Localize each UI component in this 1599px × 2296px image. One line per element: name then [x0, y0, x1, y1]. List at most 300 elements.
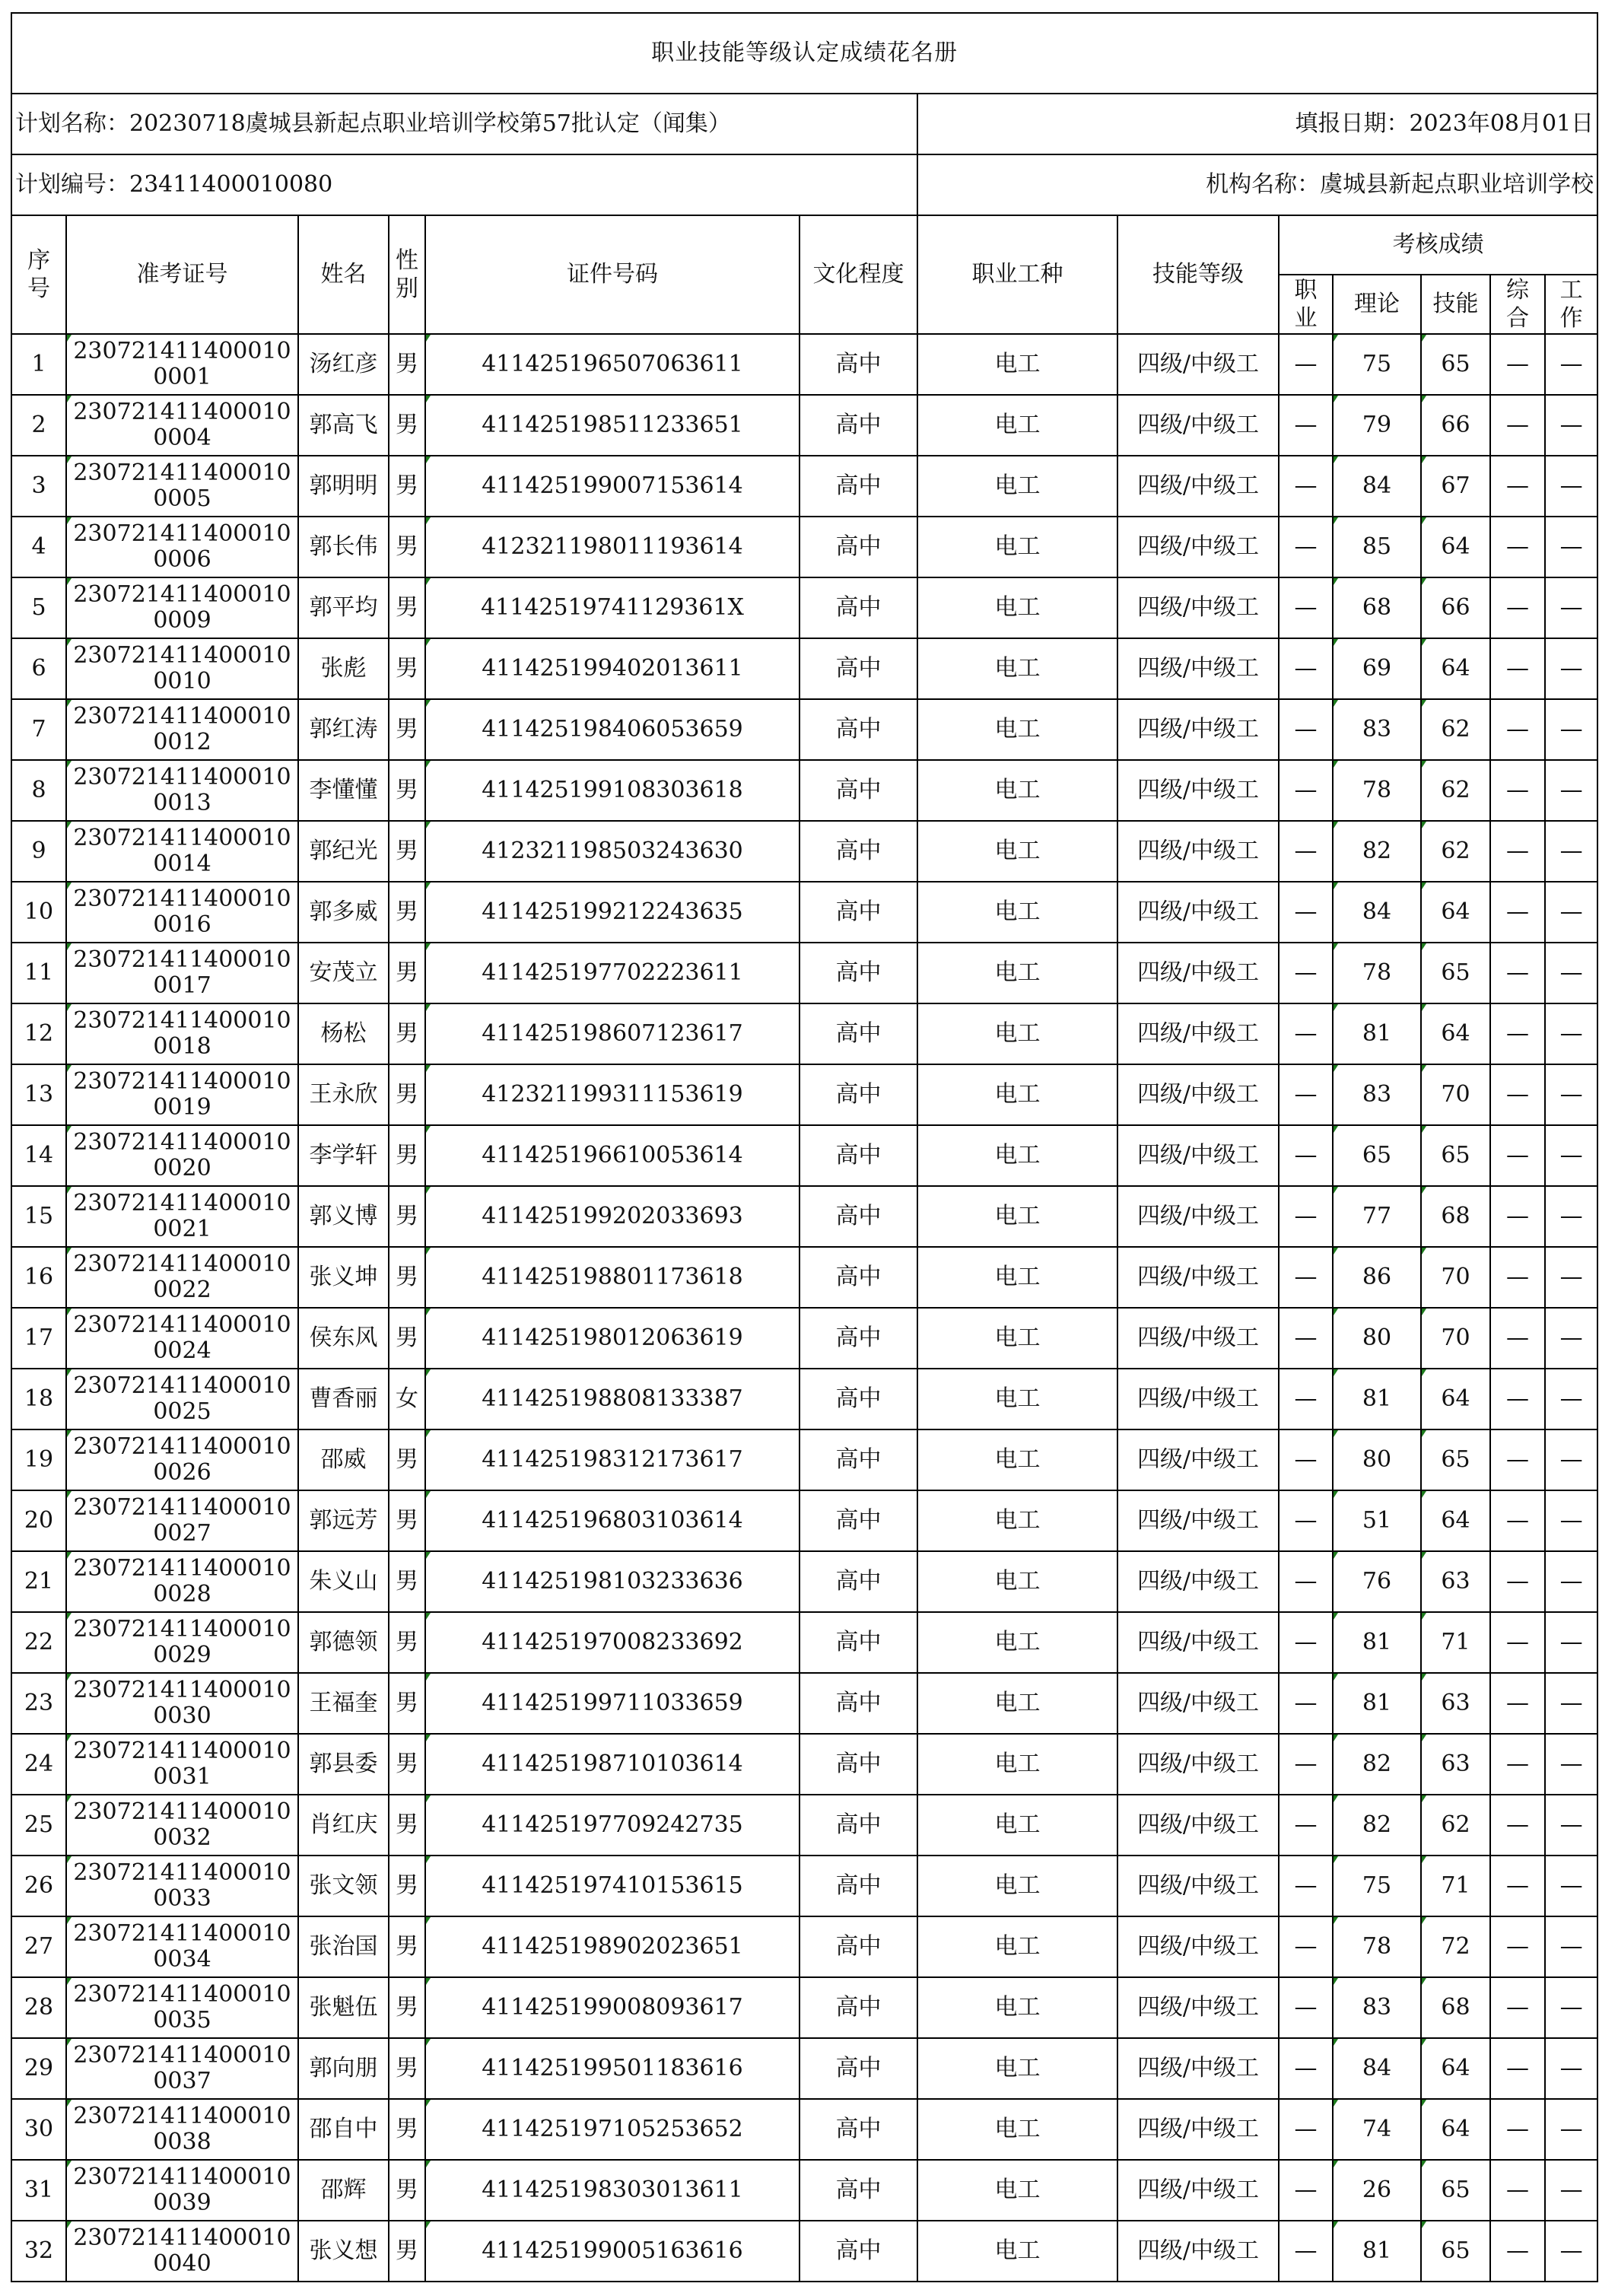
cell-id-no: 411425197709242735: [425, 1795, 800, 1856]
cell-gender: 男: [389, 1003, 425, 1064]
cell-id-no: 411425199005163616: [425, 2221, 800, 2282]
header-score-comprehensive-label: 综合: [1506, 276, 1529, 332]
table-row: [11, 1064, 1597, 1125]
cell-seq: 29: [11, 2038, 66, 2099]
cell-score-work: —: [1545, 2099, 1597, 2160]
cell-seq: 1: [11, 334, 66, 395]
cell-occupation: 电工: [917, 1125, 1117, 1186]
cell-score-occupational: —: [1279, 456, 1333, 517]
cell-exam-no: 2307214114000100001: [66, 334, 298, 395]
cell-score-comprehensive: —: [1490, 1003, 1545, 1064]
cell-id-no: 411425198303013611: [425, 2160, 800, 2221]
cell-score-comprehensive: —: [1490, 334, 1545, 395]
cell-score-comprehensive: —: [1490, 1490, 1545, 1551]
table-row: [11, 1003, 1597, 1064]
table-row: [11, 2099, 1597, 2160]
cell-education: 高中: [800, 2221, 917, 2282]
cell-occupation: 电工: [917, 456, 1117, 517]
cell-skill-level: 四级/中级工: [1117, 699, 1279, 760]
cell-education: 高中: [800, 577, 917, 638]
cell-score-work: —: [1545, 1247, 1597, 1308]
cell-exam-no: 2307214114000100010: [66, 638, 298, 699]
cell-gender: 男: [389, 1186, 425, 1247]
cell-name: 安茂立: [298, 943, 389, 1003]
cell-exam-no: 2307214114000100006: [66, 517, 298, 577]
cell-education: 高中: [800, 1125, 917, 1186]
cell-seq: 18: [11, 1369, 66, 1429]
cell-education: 高中: [800, 456, 917, 517]
cell-id-no: 411425198406053659: [425, 699, 800, 760]
cell-score-theory: 78: [1333, 1916, 1421, 1977]
cell-seq: 12: [11, 1003, 66, 1064]
cell-gender: 男: [389, 943, 425, 1003]
cell-score-occupational: —: [1279, 1612, 1333, 1673]
score-roster-table: [11, 12, 1598, 2282]
fill-date: 填报日期：2023年08月01日: [917, 94, 1597, 154]
table-row: [11, 456, 1597, 517]
cell-score-comprehensive: —: [1490, 1551, 1545, 1612]
cell-exam-no: 2307214114000100034: [66, 1916, 298, 1977]
cell-score-skill: 62: [1421, 699, 1490, 760]
cell-education: 高中: [800, 638, 917, 699]
cell-skill-level: 四级/中级工: [1117, 1856, 1279, 1916]
cell-gender: 男: [389, 1490, 425, 1551]
cell-occupation: 电工: [917, 699, 1117, 760]
cell-occupation: 电工: [917, 1490, 1117, 1551]
cell-occupation: 电工: [917, 1369, 1117, 1429]
cell-score-comprehensive: —: [1490, 1612, 1545, 1673]
header-score-skill: 技能: [1421, 275, 1490, 334]
cell-occupation: 电工: [917, 2099, 1117, 2160]
cell-occupation: 电工: [917, 760, 1117, 821]
cell-score-work: —: [1545, 1612, 1597, 1673]
cell-seq: 17: [11, 1308, 66, 1369]
table-row: [11, 395, 1597, 456]
cell-gender: 男: [389, 1125, 425, 1186]
cell-exam-no: 2307214114000100025: [66, 1369, 298, 1429]
cell-id-no: 411425197410153615: [425, 1856, 800, 1916]
cell-score-skill: 63: [1421, 1551, 1490, 1612]
cell-gender: 男: [389, 456, 425, 517]
cell-score-skill: 72: [1421, 1916, 1490, 1977]
cell-score-occupational: —: [1279, 395, 1333, 456]
table-row: [11, 760, 1597, 821]
cell-seq: 14: [11, 1125, 66, 1186]
cell-score-skill: 66: [1421, 395, 1490, 456]
cell-score-occupational: —: [1279, 1734, 1333, 1795]
cell-occupation: 电工: [917, 1429, 1117, 1490]
cell-name: 李学轩: [298, 1125, 389, 1186]
header-score-theory: 理论: [1333, 275, 1421, 334]
cell-score-occupational: —: [1279, 1186, 1333, 1247]
cell-id-no: 411425199212243635: [425, 882, 800, 943]
cell-seq: 11: [11, 943, 66, 1003]
cell-seq: 5: [11, 577, 66, 638]
cell-gender: 男: [389, 1247, 425, 1308]
table-row: [11, 943, 1597, 1003]
cell-name: 邵辉: [298, 2160, 389, 2221]
table-row: [11, 1490, 1597, 1551]
cell-name: 张魁伍: [298, 1977, 389, 2038]
cell-name: 张义坤: [298, 1247, 389, 1308]
cell-name: 邵自中: [298, 2099, 389, 2160]
cell-score-skill: 65: [1421, 943, 1490, 1003]
cell-score-work: —: [1545, 760, 1597, 821]
cell-exam-no: 2307214114000100037: [66, 2038, 298, 2099]
cell-id-no: 411425199402013611: [425, 638, 800, 699]
cell-score-occupational: —: [1279, 2038, 1333, 2099]
cell-education: 高中: [800, 2099, 917, 2160]
cell-score-comprehensive: —: [1490, 882, 1545, 943]
cell-score-skill: 71: [1421, 1856, 1490, 1916]
cell-score-theory: 26: [1333, 2160, 1421, 2221]
cell-score-work: —: [1545, 882, 1597, 943]
cell-education: 高中: [800, 1612, 917, 1673]
cell-score-comprehensive: —: [1490, 1369, 1545, 1429]
table-row: [11, 2160, 1597, 2221]
table-row: [11, 1186, 1597, 1247]
cell-name: 郭高飞: [298, 395, 389, 456]
cell-skill-level: 四级/中级工: [1117, 1673, 1279, 1734]
institution-name: 机构名称：虞城县新起点职业培训学校: [917, 154, 1597, 215]
cell-gender: 男: [389, 2099, 425, 2160]
cell-score-occupational: —: [1279, 1125, 1333, 1186]
cell-gender: 男: [389, 821, 425, 882]
cell-score-skill: 70: [1421, 1064, 1490, 1125]
cell-id-no: 411425197105253652: [425, 2099, 800, 2160]
cell-score-occupational: —: [1279, 1916, 1333, 1977]
cell-skill-level: 四级/中级工: [1117, 1429, 1279, 1490]
table-row: [11, 1916, 1597, 1977]
cell-exam-no: 2307214114000100021: [66, 1186, 298, 1247]
cell-id-no: 411425198902023651: [425, 1916, 800, 1977]
cell-id-no: 411425199008093617: [425, 1977, 800, 2038]
cell-score-occupational: —: [1279, 334, 1333, 395]
cell-score-comprehensive: —: [1490, 395, 1545, 456]
cell-score-work: —: [1545, 1916, 1597, 1977]
cell-occupation: 电工: [917, 1795, 1117, 1856]
cell-id-no: 411425199501183616: [425, 2038, 800, 2099]
cell-score-work: —: [1545, 2160, 1597, 2221]
cell-score-comprehensive: —: [1490, 1429, 1545, 1490]
cell-exam-no: 2307214114000100027: [66, 1490, 298, 1551]
cell-score-work: —: [1545, 1003, 1597, 1064]
cell-score-work: —: [1545, 2038, 1597, 2099]
cell-education: 高中: [800, 1064, 917, 1125]
cell-seq: 4: [11, 517, 66, 577]
cell-score-work: —: [1545, 1308, 1597, 1369]
table-row: [11, 577, 1597, 638]
cell-score-skill: 70: [1421, 1247, 1490, 1308]
cell-score-comprehensive: —: [1490, 2099, 1545, 2160]
cell-name: 侯东风: [298, 1308, 389, 1369]
cell-score-comprehensive: —: [1490, 638, 1545, 699]
cell-seq: 2: [11, 395, 66, 456]
cell-name: 张治国: [298, 1916, 389, 1977]
cell-score-skill: 63: [1421, 1673, 1490, 1734]
cell-skill-level: 四级/中级工: [1117, 1247, 1279, 1308]
cell-score-work: —: [1545, 1125, 1597, 1186]
cell-exam-no: 2307214114000100009: [66, 577, 298, 638]
cell-education: 高中: [800, 821, 917, 882]
cell-name: 汤红彦: [298, 334, 389, 395]
cell-occupation: 电工: [917, 882, 1117, 943]
plan-number: 计划编号：23411400010080: [11, 154, 917, 215]
cell-exam-no: 2307214114000100022: [66, 1247, 298, 1308]
cell-score-skill: 65: [1421, 1125, 1490, 1186]
cell-occupation: 电工: [917, 1247, 1117, 1308]
cell-occupation: 电工: [917, 2038, 1117, 2099]
cell-skill-level: 四级/中级工: [1117, 1064, 1279, 1125]
cell-score-theory: 86: [1333, 1247, 1421, 1308]
cell-score-work: —: [1545, 1490, 1597, 1551]
cell-score-work: —: [1545, 334, 1597, 395]
cell-education: 高中: [800, 1429, 917, 1490]
cell-score-comprehensive: —: [1490, 2160, 1545, 2221]
cell-score-skill: 64: [1421, 638, 1490, 699]
cell-education: 高中: [800, 1551, 917, 1612]
cell-score-work: —: [1545, 456, 1597, 517]
cell-name: 郭远芳: [298, 1490, 389, 1551]
cell-score-work: —: [1545, 1795, 1597, 1856]
cell-skill-level: 四级/中级工: [1117, 2160, 1279, 2221]
table-row: [11, 1247, 1597, 1308]
cell-score-comprehensive: —: [1490, 1125, 1545, 1186]
cell-score-skill: 65: [1421, 2221, 1490, 2282]
cell-gender: 女: [389, 1369, 425, 1429]
cell-score-occupational: —: [1279, 1856, 1333, 1916]
cell-score-skill: 62: [1421, 760, 1490, 821]
cell-score-theory: 83: [1333, 1977, 1421, 2038]
cell-score-skill: 62: [1421, 1795, 1490, 1856]
table-row: [11, 1429, 1597, 1490]
cell-exam-no: 2307214114000100004: [66, 395, 298, 456]
cell-skill-level: 四级/中级工: [1117, 456, 1279, 517]
cell-score-work: —: [1545, 1186, 1597, 1247]
cell-score-occupational: —: [1279, 2099, 1333, 2160]
cell-id-no: 41142519741129361X: [425, 577, 800, 638]
table-row: [11, 1125, 1597, 1186]
cell-score-work: —: [1545, 1429, 1597, 1490]
cell-score-comprehensive: —: [1490, 1795, 1545, 1856]
cell-name: 郭长伟: [298, 517, 389, 577]
cell-score-comprehensive: —: [1490, 821, 1545, 882]
cell-exam-no: 2307214114000100039: [66, 2160, 298, 2221]
cell-occupation: 电工: [917, 577, 1117, 638]
table-row: [11, 1673, 1597, 1734]
cell-education: 高中: [800, 1856, 917, 1916]
cell-name: 杨松: [298, 1003, 389, 1064]
cell-id-no: 411425198103233636: [425, 1551, 800, 1612]
cell-score-theory: 75: [1333, 334, 1421, 395]
cell-exam-no: 2307214114000100013: [66, 760, 298, 821]
cell-score-theory: 84: [1333, 882, 1421, 943]
cell-gender: 男: [389, 395, 425, 456]
cell-score-comprehensive: —: [1490, 2038, 1545, 2099]
cell-skill-level: 四级/中级工: [1117, 1369, 1279, 1429]
cell-score-comprehensive: —: [1490, 1916, 1545, 1977]
cell-score-occupational: —: [1279, 1673, 1333, 1734]
cell-education: 高中: [800, 1977, 917, 2038]
cell-score-skill: 68: [1421, 1977, 1490, 2038]
cell-occupation: 电工: [917, 1612, 1117, 1673]
cell-skill-level: 四级/中级工: [1117, 1916, 1279, 1977]
table-row: [11, 882, 1597, 943]
cell-skill-level: 四级/中级工: [1117, 2038, 1279, 2099]
cell-skill-level: 四级/中级工: [1117, 1003, 1279, 1064]
cell-score-theory: 79: [1333, 395, 1421, 456]
cell-score-work: —: [1545, 577, 1597, 638]
cell-skill-level: 四级/中级工: [1117, 1186, 1279, 1247]
cell-score-occupational: —: [1279, 1429, 1333, 1490]
cell-score-skill: 71: [1421, 1612, 1490, 1673]
cell-name: 郭县委: [298, 1734, 389, 1795]
cell-exam-no: 2307214114000100026: [66, 1429, 298, 1490]
cell-score-work: —: [1545, 1369, 1597, 1429]
cell-occupation: 电工: [917, 1064, 1117, 1125]
cell-score-theory: 84: [1333, 2038, 1421, 2099]
cell-occupation: 电工: [917, 1551, 1117, 1612]
cell-gender: 男: [389, 699, 425, 760]
header-gender-label: 性别: [396, 246, 418, 302]
cell-occupation: 电工: [917, 517, 1117, 577]
header-score-comprehensive: [1490, 275, 1545, 334]
cell-score-occupational: —: [1279, 760, 1333, 821]
cell-score-theory: 81: [1333, 1612, 1421, 1673]
cell-id-no: 411425196610053614: [425, 1125, 800, 1186]
cell-name: 王永欣: [298, 1064, 389, 1125]
cell-name: 邵威: [298, 1429, 389, 1490]
cell-education: 高中: [800, 395, 917, 456]
cell-score-work: —: [1545, 821, 1597, 882]
cell-id-no: 411425199202033693: [425, 1186, 800, 1247]
table-row: [11, 517, 1597, 577]
cell-score-skill: 68: [1421, 1186, 1490, 1247]
cell-occupation: 电工: [917, 1977, 1117, 2038]
cell-gender: 男: [389, 1551, 425, 1612]
cell-occupation: 电工: [917, 334, 1117, 395]
cell-gender: 男: [389, 1673, 425, 1734]
cell-seq: 21: [11, 1551, 66, 1612]
cell-score-occupational: —: [1279, 1977, 1333, 2038]
cell-gender: 男: [389, 882, 425, 943]
cell-id-no: 411425199108303618: [425, 760, 800, 821]
cell-score-work: —: [1545, 2221, 1597, 2282]
cell-seq: 25: [11, 1795, 66, 1856]
cell-exam-no: 2307214114000100032: [66, 1795, 298, 1856]
header-education: 文化程度: [800, 215, 917, 334]
cell-skill-level: 四级/中级工: [1117, 1795, 1279, 1856]
cell-gender: 男: [389, 1308, 425, 1369]
cell-exam-no: 2307214114000100020: [66, 1125, 298, 1186]
cell-education: 高中: [800, 699, 917, 760]
cell-score-theory: 85: [1333, 517, 1421, 577]
cell-score-comprehensive: —: [1490, 517, 1545, 577]
header-exam-no: 准考证号: [66, 215, 298, 334]
cell-occupation: 电工: [917, 1856, 1117, 1916]
cell-score-theory: 81: [1333, 2221, 1421, 2282]
cell-skill-level: 四级/中级工: [1117, 395, 1279, 456]
header-id-no: 证件号码: [425, 215, 800, 334]
cell-gender: 男: [389, 1429, 425, 1490]
cell-seq: 26: [11, 1856, 66, 1916]
cell-education: 高中: [800, 1247, 917, 1308]
cell-score-theory: 82: [1333, 1734, 1421, 1795]
cell-score-theory: 76: [1333, 1551, 1421, 1612]
cell-education: 高中: [800, 2038, 917, 2099]
cell-score-occupational: —: [1279, 1551, 1333, 1612]
table-row: [11, 334, 1597, 395]
cell-score-occupational: —: [1279, 943, 1333, 1003]
cell-score-work: —: [1545, 699, 1597, 760]
cell-score-work: —: [1545, 1551, 1597, 1612]
cell-score-comprehensive: —: [1490, 760, 1545, 821]
cell-name: 张文领: [298, 1856, 389, 1916]
cell-education: 高中: [800, 1734, 917, 1795]
cell-name: 郭明明: [298, 456, 389, 517]
cell-score-comprehensive: —: [1490, 1673, 1545, 1734]
cell-gender: 男: [389, 2160, 425, 2221]
cell-score-occupational: —: [1279, 1369, 1333, 1429]
table-row: [11, 821, 1597, 882]
cell-gender: 男: [389, 334, 425, 395]
cell-skill-level: 四级/中级工: [1117, 2099, 1279, 2160]
cell-exam-no: 2307214114000100030: [66, 1673, 298, 1734]
cell-id-no: 411425198312173617: [425, 1429, 800, 1490]
cell-score-theory: 68: [1333, 577, 1421, 638]
cell-education: 高中: [800, 334, 917, 395]
cell-id-no: 412321198503243630: [425, 821, 800, 882]
cell-score-comprehensive: —: [1490, 1977, 1545, 2038]
header-gender: [389, 215, 425, 334]
cell-score-occupational: —: [1279, 1247, 1333, 1308]
cell-score-skill: 64: [1421, 2038, 1490, 2099]
cell-occupation: 电工: [917, 821, 1117, 882]
cell-name: 肖红庆: [298, 1795, 389, 1856]
cell-occupation: 电工: [917, 2221, 1117, 2282]
cell-skill-level: 四级/中级工: [1117, 1308, 1279, 1369]
header-occupation: 职业工种: [917, 215, 1117, 334]
cell-skill-level: 四级/中级工: [1117, 334, 1279, 395]
cell-seq: 24: [11, 1734, 66, 1795]
cell-seq: 28: [11, 1977, 66, 2038]
table-row: [11, 1734, 1597, 1795]
cell-seq: 13: [11, 1064, 66, 1125]
cell-gender: 男: [389, 2038, 425, 2099]
cell-education: 高中: [800, 1369, 917, 1429]
cell-id-no: 412321198011193614: [425, 517, 800, 577]
cell-score-work: —: [1545, 517, 1597, 577]
cell-score-comprehensive: —: [1490, 2221, 1545, 2282]
cell-name: 张义想: [298, 2221, 389, 2282]
table-row: [11, 699, 1597, 760]
cell-seq: 19: [11, 1429, 66, 1490]
cell-occupation: 电工: [917, 1673, 1117, 1734]
cell-score-skill: 65: [1421, 334, 1490, 395]
cell-score-work: —: [1545, 1977, 1597, 2038]
cell-score-work: —: [1545, 943, 1597, 1003]
cell-gender: 男: [389, 760, 425, 821]
cell-exam-no: 2307214114000100024: [66, 1308, 298, 1369]
cell-education: 高中: [800, 2160, 917, 2221]
cell-skill-level: 四级/中级工: [1117, 1125, 1279, 1186]
cell-score-theory: 80: [1333, 1429, 1421, 1490]
cell-score-theory: 74: [1333, 2099, 1421, 2160]
cell-score-theory: 82: [1333, 821, 1421, 882]
cell-score-skill: 65: [1421, 1429, 1490, 1490]
cell-score-comprehensive: —: [1490, 943, 1545, 1003]
table-row: [11, 1612, 1597, 1673]
